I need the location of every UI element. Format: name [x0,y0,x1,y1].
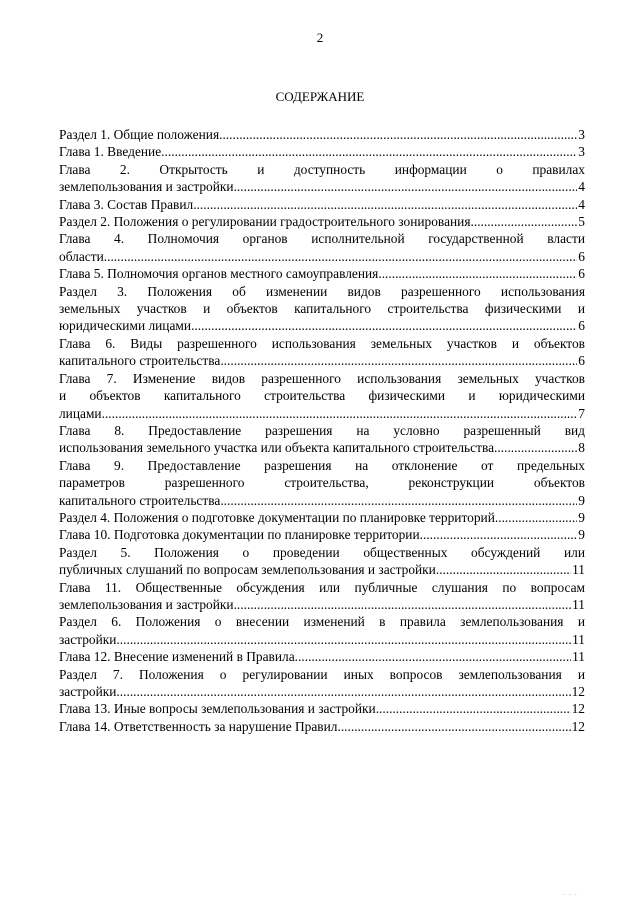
toc-entry-text: Глава 10. Подготовка документации по планировке территории [59,527,420,543]
toc-page-number: 7 [578,405,585,421]
toc-entry-text: Глава 7. Изменение видов разрешенного использования земельных участков [59,370,585,386]
toc-leader-dots [191,317,577,334]
scan-artifact: · · · [562,891,578,899]
toc-entry-text: Глава 12. Внесение изменений в Правила [59,649,295,665]
toc-line [59,143,585,160]
toc-line [59,161,585,178]
toc-entry [59,422,585,457]
toc-leader-dots [220,352,577,369]
toc-line [59,683,585,700]
toc-line [59,561,585,578]
toc-leader-dots [471,213,578,230]
toc-entry-text: Раздел 6. Положения о внесении изменений в правила землепользования и [59,614,585,630]
toc-line [59,474,585,491]
toc-entry-text: капитального строительства [59,353,221,369]
toc-entry [59,457,585,509]
toc-entry [59,265,585,282]
toc-entry-text: использования земельного участка или объекта капитального строительства [59,440,495,456]
toc-line [59,631,585,648]
toc-line [59,283,585,300]
toc-page-number: 5 [578,214,585,230]
toc-entry-text: Раздел 7. Положения о регулировании иных вопросов землепользования и [59,666,585,682]
toc-line [59,405,585,422]
toc-leader-dots [420,526,578,543]
toc-leader-dots [376,700,571,717]
table-of-contents [59,126,585,735]
toc-page-number: 6 [578,318,585,334]
toc-leader-dots [295,648,571,665]
toc-entry [59,544,585,579]
toc-page-number: 9 [578,509,585,525]
toc-page-number: 11 [572,562,585,578]
toc-entry-text: Глава 14. Ответственность за нарушение Правил [59,718,338,734]
toc-leader-dots [337,718,570,735]
toc-line [59,230,585,247]
toc-entry-text: землепользования и застройки [59,596,234,612]
toc-entry-text: Раздел 1. Общие положения [59,127,220,142]
toc-entry-text: Раздел 2. Положения о регулировании градостроительного зонирования [59,214,471,230]
toc-line [59,596,585,613]
toc-line [59,648,585,665]
toc-entry-text: и объектов капитального строительства физическими и юридическими [59,388,585,404]
toc-entry [59,196,585,213]
toc-entry-text: Глава 6. Виды разрешенного использования земельных участков и объектов [59,335,585,351]
toc-line [59,544,585,561]
toc-line [59,335,585,352]
toc-entry-text: земельных участков и объектов капитального строительства физическими и [59,301,585,317]
toc-entry-text: капитального строительства [59,492,221,508]
toc-title: СОДЕРЖАНИЕ [275,89,365,104]
toc-line [59,439,585,456]
toc-line [59,579,585,596]
toc-line [59,718,585,735]
toc-entry [59,161,585,196]
toc-page-number: 12 [571,701,585,717]
toc-line [59,700,585,717]
toc-entry-text: Раздел 5. Положения о проведении общественных обсуждений или [59,544,585,560]
toc-entry [59,126,585,143]
toc-leader-dots [436,561,571,578]
toc-entry [59,579,585,614]
toc-entry-text: Раздел 3. Положения об изменении видов разрешенного использования [59,283,585,299]
toc-entry-text: Глава 8. Предоставление разрешения на условно разрешенный вид [59,422,585,438]
toc-entry [59,283,585,335]
toc-leader-dots [116,683,570,700]
toc-page-number: 11 [572,649,585,665]
toc-line [59,178,585,195]
toc-page-number: 3 [578,144,585,160]
toc-entry-text: Раздел 4. Положения о подготовке документации по планировке территорий [59,509,495,525]
toc-leader-dots [494,439,577,456]
toc-entry [59,230,585,265]
toc-entry-text: Глава 4. Полномочия органов исполнительной государственной власти [59,231,585,247]
toc-line [59,300,585,317]
page-number: 2 [316,30,324,45]
toc-line [59,352,585,369]
toc-entry-text: юридическими лицами [59,318,192,334]
toc-entry-text: Глава 11. Общественные обсуждения или публичные слушания по вопросам [59,579,585,595]
toc-entry [59,666,585,701]
toc-leader-dots [102,405,578,422]
toc-entry-text: Глава 2. Открытость и доступность информации о правилах [59,161,585,177]
toc-line [59,492,585,509]
toc-entry [59,213,585,230]
toc-entry-text: Глава 1. Введение [59,144,162,160]
toc-page-number: 6 [578,353,585,369]
toc-line [59,526,585,543]
toc-page-number: 9 [578,527,585,543]
toc-entry-text: Глава 13. Иные вопросы землепользования и застройки [59,701,376,717]
toc-leader-dots [378,265,577,282]
toc-leader-dots [495,509,577,526]
toc-line [59,387,585,404]
toc-entry [59,143,585,160]
toc-line [59,666,585,683]
toc-entry-text: застройки [59,631,117,647]
toc-line [59,370,585,387]
toc-page-number: 6 [578,248,585,264]
toc-leader-dots [104,248,578,265]
toc-page-number: 6 [578,266,585,282]
toc-entry-text: лицами [59,405,102,421]
toc-line [59,613,585,630]
toc-entry-text: области [59,248,104,264]
toc-page-number: 12 [571,684,585,699]
toc-leader-dots [193,196,577,213]
toc-line [59,317,585,334]
toc-leader-dots [234,178,578,195]
toc-entry-text: Глава 5. Полномочия органов местного самоуправления [59,266,379,282]
toc-page-number: 9 [578,492,585,508]
toc-page-number: 8 [578,440,585,456]
toc-line [59,457,585,474]
toc-entry [59,370,585,422]
toc-line [59,265,585,282]
toc-entry [59,700,585,717]
toc-line [59,422,585,439]
toc-entry-text: публичных слушаний по вопросам землепользования и застройки [59,562,436,578]
toc-page-number: 11 [572,631,585,647]
toc-line [59,509,585,526]
toc-leader-dots [116,631,571,648]
toc-entry-text: застройки [59,684,117,699]
toc-page-number: 4 [578,179,585,195]
toc-line [59,213,585,230]
toc-page-number: 3 [578,127,585,142]
toc-entry [59,509,585,526]
toc-entry-text: параметров разрешенного строительства, реконструкции объектов [59,475,585,491]
toc-leader-dots [219,126,577,143]
toc-page-number: 11 [572,596,585,612]
toc-entry-text: Глава 3. Состав Правил [59,196,194,212]
toc-leader-dots [234,596,572,613]
toc-entry [59,718,585,735]
toc-leader-dots [220,492,577,509]
toc-entry-text: землепользования и застройки [59,179,234,195]
toc-entry [59,335,585,370]
toc-entry [59,526,585,543]
toc-entry [59,613,585,648]
toc-line [59,196,585,213]
toc-entry-text: Глава 9. Предоставление разрешения на отклонение от предельных [59,457,585,473]
toc-leader-dots [161,143,577,160]
toc-entry [59,648,585,665]
toc-line [59,248,585,265]
toc-page-number: 12 [571,718,585,734]
toc-page-number: 4 [578,196,585,212]
toc-line [59,126,585,143]
